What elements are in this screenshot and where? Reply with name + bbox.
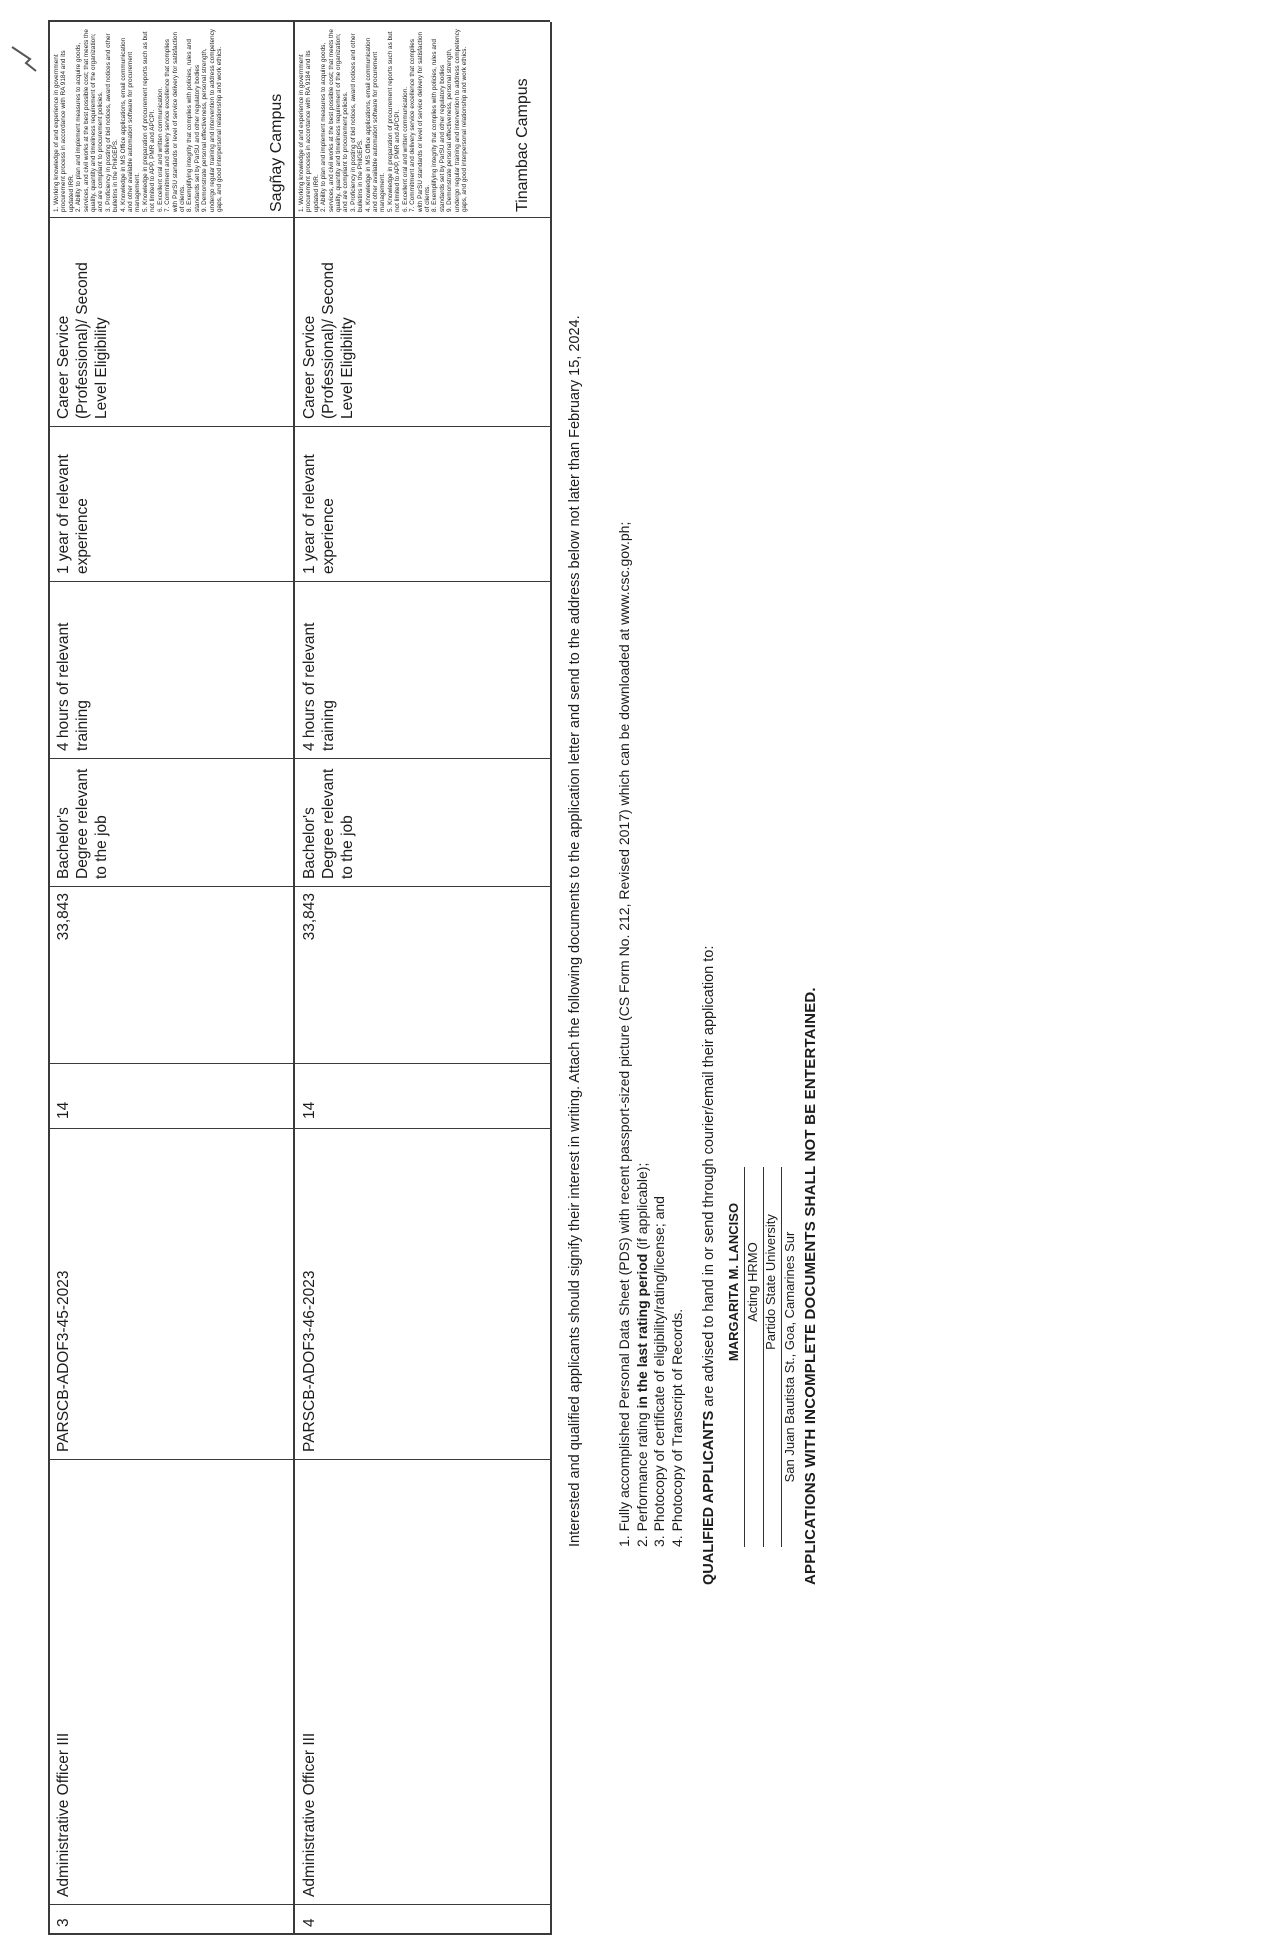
row-number: 3: [55, 1918, 72, 1927]
experience: 1 year of relevant experience: [55, 454, 91, 574]
salary-grade: 14: [301, 1101, 318, 1119]
competency-item: 8. Exemplifying integrity that complies with policies, rules and standards set by ParSU and other regulatory bodies: [431, 39, 446, 212]
requirements-list: [616, 67, 686, 1547]
eligibility: Career Service (Professional)/ Second Level Eligibility: [301, 262, 356, 419]
competency-item: 9. Demonstrate personal effectiveness, personal strength, undergo regular training and intervention to address competency gaps, and good interpersonal relationship and work ethics.: [201, 29, 223, 212]
training: 4 hours of relevant training: [301, 622, 337, 751]
scan-mark: [6, 37, 46, 77]
campus: Tinambac Campus: [514, 78, 531, 212]
monthly-salary: 33,843: [55, 893, 72, 941]
list-item: 1. Fully accomplished Personal Data Sheet (PDS) with recent passport-sized picture (CS Form No. 212, Revised 2017) which can be downloaded at www.csc.gov.ph;: [616, 521, 632, 1547]
competency-item: 5. Knowledge in preparation of procurement reports such as but not limited to APP, PMR and APCPI.: [386, 31, 402, 212]
address: San Juan Bautista St., Goa, Camarines Sur: [782, 1231, 797, 1483]
application-intro: Interested and qualified applicants should signify their interest in writing. Attach the following documents to the application letter and send to the address below not later than February 15, 2024.: [567, 315, 583, 1547]
list-item: 4. Photocopy of Transcript of Records.: [668, 1308, 685, 1547]
eligibility: Career Service (Professional)/ Second Level Eligibility: [55, 262, 110, 419]
item-number: PARSCB-ADOF3-45-2023: [55, 1270, 72, 1452]
competency-item: 9. Demonstrate personal effectiveness, personal strength, undergo regular training and intervention to address competency gaps, and good interpersonal relationship and work ethics.: [446, 29, 468, 212]
competency-item: 6. Excellent oral and written communication.: [401, 86, 409, 212]
competency-item: 7. Commitment and delivery service excellence that complies with ParSU standards or level of service delivery for satisfaction of clients.: [409, 31, 431, 212]
list-item: 3. Photocopy of certificate of eligibility/rating/license; and: [651, 1196, 667, 1547]
item-number: PARSCB-ADOF3-46-2023: [301, 1270, 318, 1452]
training: 4 hours of relevant training: [55, 622, 91, 751]
competency-item: 1. Working knowledge of and experience in government procurement process in accordance with RA 9184 and its updated IRR.: [298, 50, 320, 212]
competency-item: 3. Proficiency in posting of bid notices, award notices and other bulletins in the PhilGEPS.: [349, 33, 365, 212]
institution: Partido State University: [763, 1214, 778, 1350]
education: Bachelor's Degree relevant to the job: [301, 768, 356, 879]
salary-grade: 14: [55, 1101, 72, 1119]
campus: Sagñay Campus: [268, 93, 285, 212]
competency-item: 4. Knowledge in MS Office applications, email communication and other available automation software for procurement management.: [119, 37, 142, 212]
experience: 1 year of relevant experience: [301, 454, 337, 574]
signatory-title: Acting HRMO: [745, 1242, 760, 1322]
competency-item: 7. Commitment and delivery service excellence that complies with ParSU standards or level of service delivery for satisfaction of clients.: [164, 31, 186, 212]
row-number: 4: [301, 1918, 318, 1927]
signatory-name: MARGARITA M. LANCISO: [726, 1202, 741, 1362]
position-title: Administrative Officer III: [301, 1732, 318, 1897]
competency-item: 6. Excellent oral and written communication.: [156, 86, 164, 212]
competency-item: 3. Proficiency in posting of bid notices, award notices and other bulletins in the PhilGEPS.: [104, 33, 120, 212]
competency-item: 5. Knowledge in preparation of procurement reports such as but not limited to APP, PMR and APCPI.: [141, 31, 157, 212]
competency-item: 4. Knowledge in MS Office applications, email communication and other available automation software for procurement management.: [364, 37, 387, 212]
monthly-salary: 33,843: [301, 893, 318, 941]
competency-column: [53, 26, 259, 212]
competency-item: 2. Ability to plan and implement measures to acquire goods, services, and civil works at the best possible cost; that meets the quality, quantity and timeliness requirement of the organization; and are compliant to procurement policies.: [320, 29, 350, 212]
competency-item: 1. Working knowledge of and experience in government procurement process in accordance with RA 9184 and its updated IRR.: [53, 50, 75, 212]
competency-item: 8. Exemplifying integrity that complies with policies, rules and standards set by ParSU and other regulatory bodies: [186, 39, 201, 212]
incomplete-documents-warning: APPLICATIONS WITH INCOMPLETE DOCUMENTS SHALL NOT BE ENTERTAINED.: [802, 987, 819, 1585]
qualified-applicants-note: QUALIFIED APPLICANTS are advised to hand in or send through courier/email their application to:: [701, 945, 717, 1585]
competency-column: [298, 26, 504, 212]
position-title: Administrative Officer III: [55, 1732, 72, 1897]
list-item: 2. Performance rating in the last rating period (if applicable);: [633, 1162, 650, 1547]
education: Bachelor's Degree relevant to the job: [55, 768, 110, 879]
competency-item: 2. Ability to plan and implement measures to acquire goods, services, and civil works at the best possible cost; that meets the quality, quantity and timeliness requirement of the organization; and are compliant to procurement policies.: [75, 29, 105, 212]
